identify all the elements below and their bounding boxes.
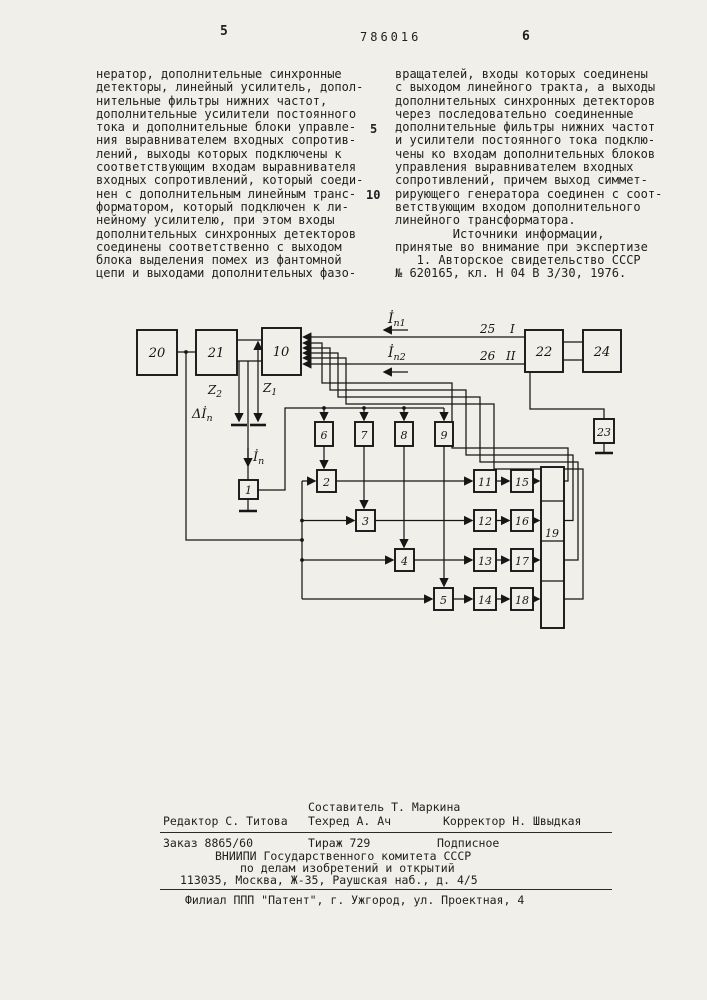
label-I: I bbox=[510, 322, 515, 336]
block-15-label: 15 bbox=[515, 476, 529, 489]
imprint-branch: Филиал ППП "Патент", г. Ужгород, ул. Проектная, 4 bbox=[185, 893, 525, 907]
gutter-marker-10: 10 bbox=[366, 188, 381, 202]
feedback-3 bbox=[304, 353, 579, 560]
label-ip: $İ_п$ bbox=[253, 450, 265, 467]
label-II: II bbox=[506, 349, 516, 363]
block-1-label: 1 bbox=[245, 484, 252, 497]
imprint-org1: ВНИИПИ Государственного комитета СССР bbox=[215, 849, 472, 863]
page-number-left: 5 bbox=[220, 24, 229, 39]
left-text-column: нератор, дополнительные синхронные детекторы, линейный усилитель, допол- нительные фильтры нижних частот, дополнительные усилители постоянного тока и дополнительные блоки управле- ния выравнивателем входных сопротив- лений, выходы которых подключены к соответствующим входам выравнивателя входных сопротивлений, который соеди- нен с дополнительным линейным транс- форматором, который подключен к ли- нейному усилителю, при этом входы дополнительных синхронных детекторов соединены соответственно с выходом блока выделения помех из фантомной цепи и выходами дополнительных фазо- bbox=[96, 67, 364, 281]
imprint-org2: по делам изобретений и открытий bbox=[240, 861, 455, 875]
block-16-label: 16 bbox=[515, 515, 529, 528]
imprint-rule-bottom bbox=[160, 889, 612, 890]
block-20-label: 20 bbox=[148, 346, 166, 361]
imprint-address: 113035, Москва, Ж-35, Раушская наб., д. 4/5 bbox=[180, 873, 478, 887]
gutter-marker-5: 5 bbox=[370, 122, 378, 136]
block-21-label: 21 bbox=[207, 346, 225, 361]
imprint-print-run: Тираж 729 bbox=[308, 836, 371, 850]
block-11-label: 11 bbox=[478, 476, 492, 489]
right-text-column: вращателей, входы которых соединены с выходом линейного тракта, а выходы дополнительных синхронных детекторов через последовательно соединенные дополнительные фильтры нижних частот и усилители постоянного тока подклю- чены ко входам дополнительных блоков управления выравнивателем входных сопротивлений, причем выход симмет- рирующего генератора соединен с соот- ветствующим входом дополнительного линейного трансформатора. Источники информации, принятые во внимание при экспертизе 1. Авторское свидетельство СССР № 620165, кл. Н 04 В 3/30, 1976. bbox=[395, 67, 663, 281]
block-2-label: 2 bbox=[323, 476, 330, 489]
imprint-subscription: Подписное bbox=[437, 836, 500, 850]
block-12-label: 12 bbox=[478, 515, 492, 528]
imprint-editor: Редактор С. Титова bbox=[163, 814, 288, 828]
block-5-label: 5 bbox=[440, 594, 447, 607]
block-3-label: 3 bbox=[362, 515, 369, 528]
label-delta-ip: $\Delta İ_п$ bbox=[192, 407, 213, 424]
label-z1: $Z_1$ bbox=[263, 381, 278, 398]
block-10-label: 10 bbox=[272, 345, 290, 360]
block-18-label: 18 bbox=[515, 594, 529, 607]
imprint-order: Заказ 8865/60 bbox=[163, 836, 254, 850]
block-9-label: 9 bbox=[440, 429, 448, 442]
block-8-label: 8 bbox=[400, 429, 408, 442]
label-26: 26 bbox=[480, 349, 496, 363]
label-ip1: $İ_{п1}$ bbox=[388, 311, 406, 329]
imprint-rule-top bbox=[160, 832, 612, 833]
block-19-label: 19 bbox=[545, 527, 559, 540]
patent-number: 786016 bbox=[360, 30, 422, 44]
imprint-techred: Техред А. Ач bbox=[308, 814, 392, 828]
page-number-right: 6 bbox=[522, 29, 531, 44]
label-ip2: $İ_{п2}$ bbox=[388, 345, 406, 363]
imprint-corrector: Корректор Н. Швыдкая bbox=[443, 814, 582, 828]
block-13-label: 13 bbox=[478, 555, 492, 568]
block-7-label: 7 bbox=[360, 429, 368, 442]
block-diagram bbox=[0, 290, 707, 670]
block-17-label: 17 bbox=[515, 555, 529, 568]
block-6-label: 6 bbox=[320, 429, 328, 442]
label-25: 25 bbox=[480, 322, 496, 336]
imprint-compiler: Составитель Т. Маркина bbox=[308, 800, 461, 814]
block-24-label: 24 bbox=[593, 345, 611, 360]
block-4-label: 4 bbox=[401, 555, 408, 568]
block-22-label: 22 bbox=[535, 345, 553, 360]
block-19 bbox=[541, 467, 564, 628]
block-14-label: 14 bbox=[478, 594, 492, 607]
block-23-label: 23 bbox=[597, 426, 611, 439]
label-z2: $Z_2$ bbox=[207, 383, 222, 400]
